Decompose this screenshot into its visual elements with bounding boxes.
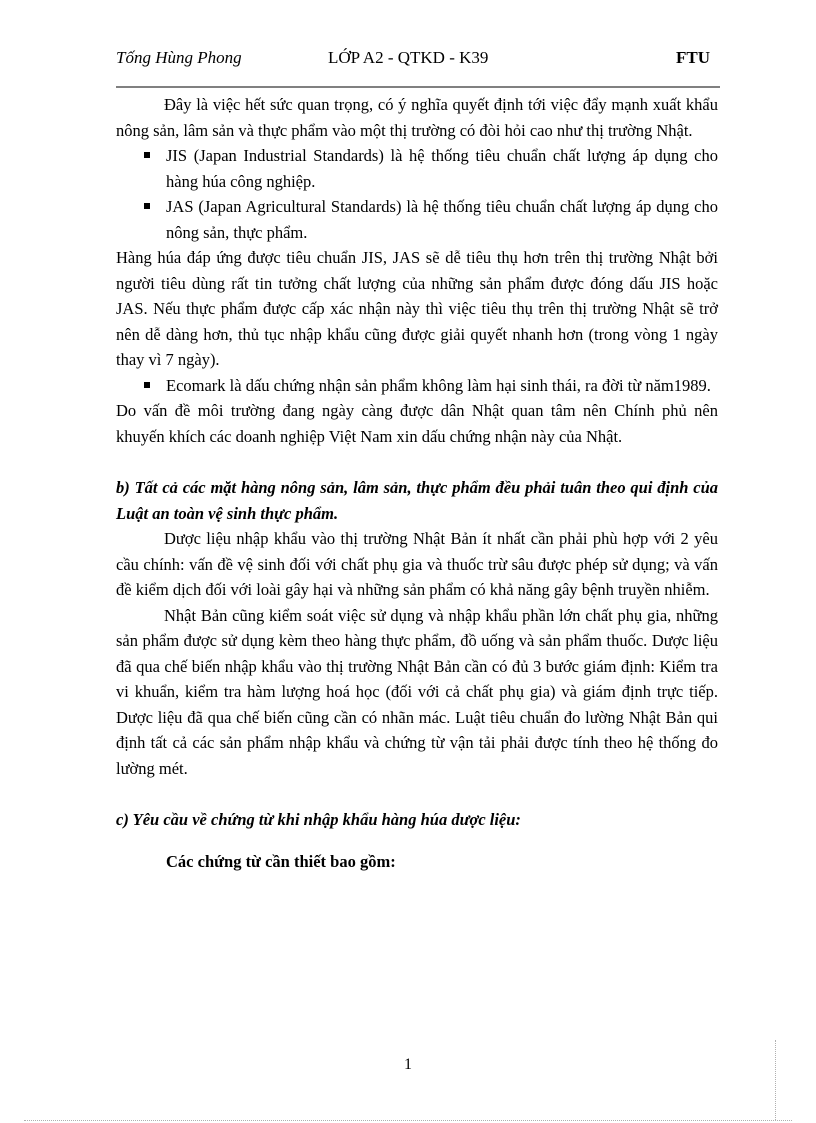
paragraph: Hàng húa đáp ứng được tiêu chuẩn JIS, JAS sẽ dễ tiêu thụ hơn trên thị trường Nhật bởi người tiêu dùng rất tin tưởng chất lượng của những sản phẩm được đóng dấu JIS hoặc JAS. Nếu thực phẩm được cấp xác nhận này thì việc tiêu thụ trên thị trường Nhật sẽ trở nên dễ dàng hơn, thủ tục nhập khẩu cũng được giải quyết nhanh hơn (trong vòng 1 ngày thay vì 7 ngày).	[116, 248, 718, 369]
header-school: FTU	[676, 48, 710, 67]
bullet-text: Ecomark là dấu chứng nhận sản phẩm không làm hại sinh thái, ra đời từ năm1989.	[166, 375, 711, 395]
page-edge-line	[775, 1040, 776, 1120]
paragraph: Dược liệu nhập khẩu vào thị trường Nhật Bản ít nhất cần phải phù hợp với 2 yêu cầu chính: vấn đề vệ sinh đối với chất phụ gia và thuốc trừ sâu được phép sử dụng; và vấn đề kiểm dịch đối với loài gây hại và những sản phẩm có khả năng gây bệnh truyền nhiễm.	[116, 529, 718, 599]
header-divider	[116, 86, 720, 88]
page-header	[116, 48, 718, 72]
header-class: LỚP A2 - QTKD - K39	[328, 48, 489, 67]
document-body	[116, 92, 718, 874]
page-number: 1	[404, 1056, 412, 1073]
bullet-item	[116, 143, 718, 194]
section-heading-c: c) Yêu cầu về chứng từ khi nhập khẩu hàng húa dược liệu:	[116, 810, 521, 829]
footer-divider	[24, 1120, 792, 1121]
bullet-square-icon	[144, 382, 150, 388]
paragraph: Do vấn đề môi trường đang ngày càng được dân Nhật quan tâm nên Chính phủ nên khuyến khích các doanh nghiệp Việt Nam xin dấu chứng nhận này của Nhật.	[116, 401, 718, 446]
section-heading-b: b) Tất cả các mặt hàng nông sản, lâm sản, thực phẩm đều phải tuân theo qui định của Luật an toàn vệ sinh thực phẩm.	[116, 478, 718, 523]
bullet-square-icon	[144, 152, 150, 158]
header-author: Tống Hùng Phong	[116, 48, 242, 67]
bullet-item	[116, 194, 718, 245]
bullet-item	[116, 373, 718, 399]
paragraph-bold: Các chứng từ cần thiết bao gồm:	[166, 851, 396, 871]
bullet-text: JAS (Japan Agricultural Standards) là hệ thống tiêu chuẩn chất lượng áp dụng cho nông sản, thực phẩm.	[166, 197, 718, 242]
bullet-square-icon	[144, 203, 150, 209]
paragraph: Nhật Bản cũng kiểm soát việc sử dụng và nhập khẩu phần lớn chất phụ gia, những sản phẩm được sử dụng kèm theo hàng thực phẩm, đồ uống và sản phẩm thuốc. Dược liệu đã qua chế biến nhập khẩu vào thị trường Nhật Bản cần có đủ 3 bước giám định: Kiểm tra vi khuẩn, kiểm tra hàm lượng hoá học (đối với cả chất phụ gia) và giám định trực tiếp. Dược liệu đã qua chế biến cũng cần có nhãn mác. Luật tiêu chuẩn đo lường Nhật Bản qui định tất cả các sản phẩm nhập khẩu và chứng từ vận tải phải được tính theo hệ thống đo lường mét.	[116, 605, 718, 778]
bullet-text: JIS (Japan Industrial Standards) là hệ thống tiêu chuẩn chất lượng áp dụng cho hàng húa công nghiệp.	[166, 146, 718, 191]
paragraph: Đây là việc hết sức quan trọng, có ý nghĩa quyết định tới việc đẩy mạnh xuất khẩu nông sản, lâm sản và thực phẩm vào một thị trường có đòi hỏi cao như thị trường Nhật.	[116, 95, 718, 140]
